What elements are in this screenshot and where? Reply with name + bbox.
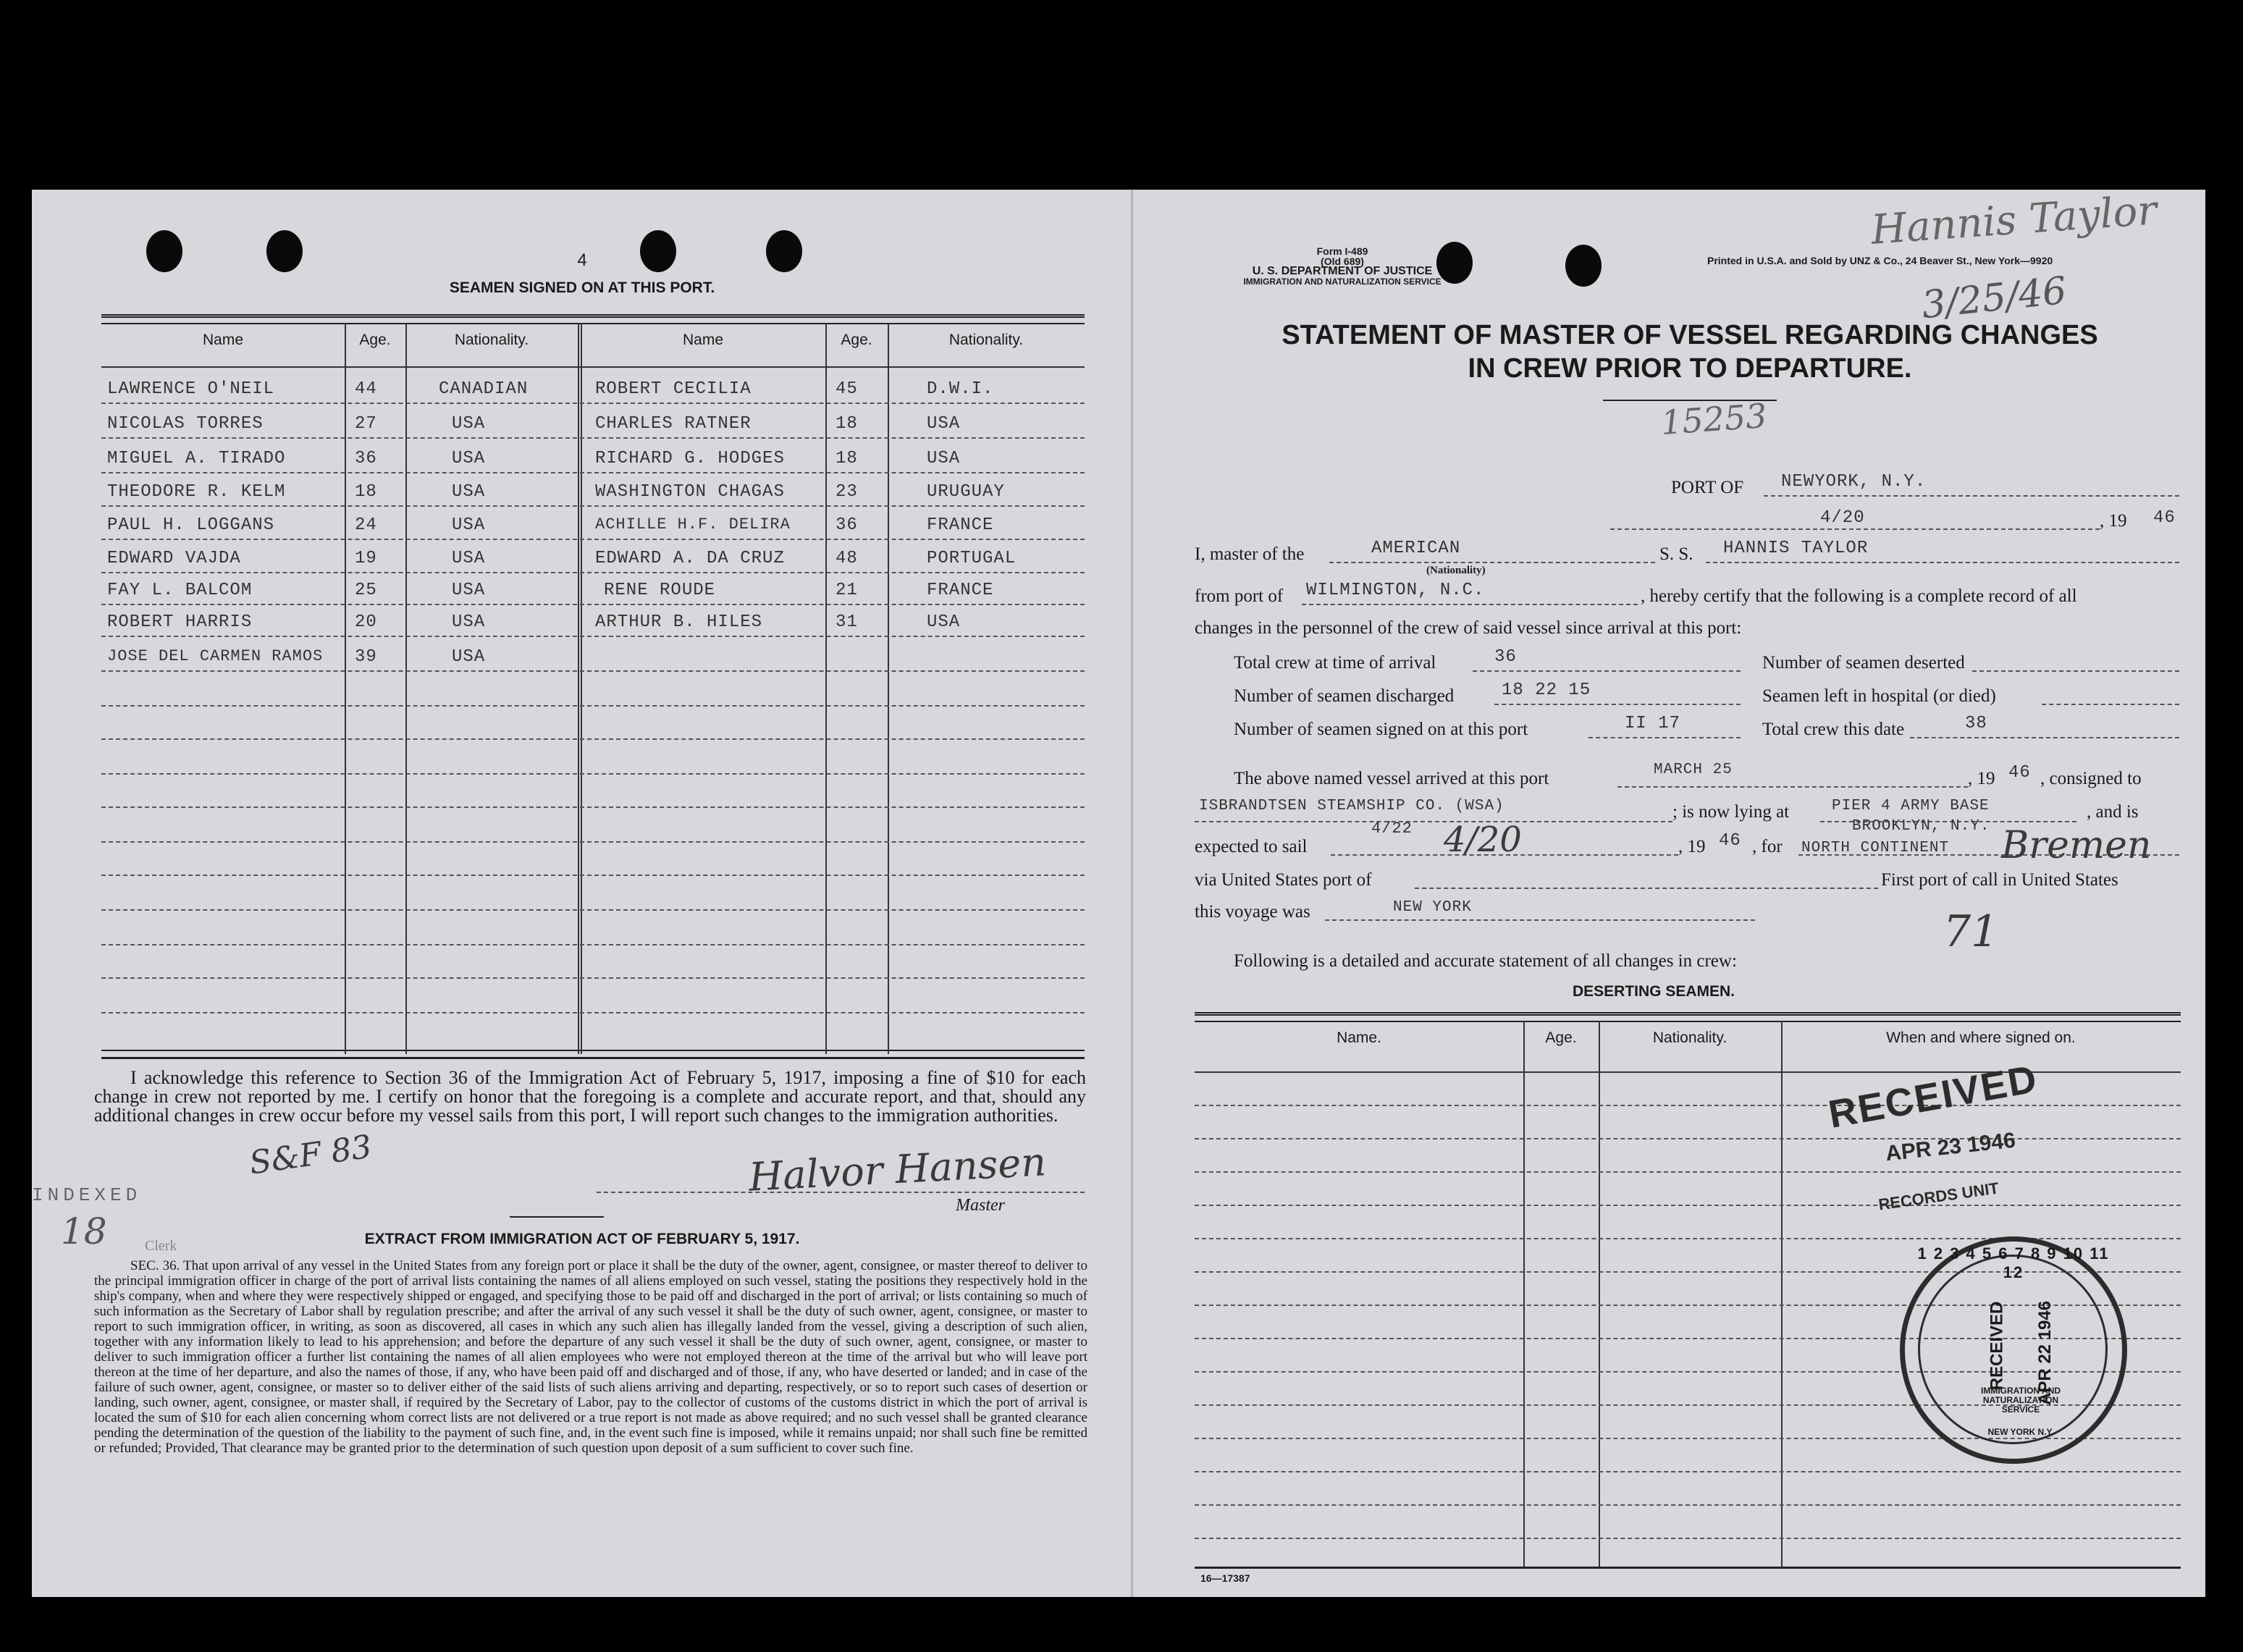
changes-text: changes in the personnel of the crew of said vessel since arrival at this port: bbox=[1195, 618, 1742, 638]
seaman-nationality: USA bbox=[927, 612, 961, 632]
seaman-age: 36 bbox=[355, 449, 377, 468]
seaman-name: NICOLAS TORRES bbox=[107, 414, 264, 434]
margin-number: 18 bbox=[61, 1210, 107, 1252]
document-sheet bbox=[32, 187, 2205, 1597]
year-value: 46 bbox=[2153, 508, 2176, 528]
master-label: Master bbox=[956, 1196, 1005, 1215]
page-number: 4 bbox=[577, 250, 587, 270]
signed-on-label: Number of seamen signed on at this port bbox=[1234, 720, 1528, 739]
voyage-label: this voyage was bbox=[1195, 902, 1310, 922]
seaman-name: JOSE DEL CARMEN RAMOS bbox=[107, 647, 324, 665]
total-crew-date-value: 38 bbox=[1965, 714, 1987, 733]
year-prefix: , 19 bbox=[2100, 511, 2127, 531]
seaman-nationality: URUGUAY bbox=[927, 482, 1005, 502]
des-col-name: Name. bbox=[1337, 1029, 1381, 1046]
received-stamp: RECEIVED bbox=[1825, 1057, 2042, 1137]
certify-text: , hereby certify that the following is a complete record of all bbox=[1641, 586, 2077, 606]
seaman-age: 19 bbox=[355, 549, 377, 568]
lying-value: PIER 4 ARMY BASE bbox=[1832, 798, 1990, 814]
deserting-title: DESERTING SEAMEN. bbox=[1572, 983, 1735, 1000]
handwritten-ship: Hannis Taylor bbox=[1869, 187, 2159, 254]
total-crew-date-label: Total crew this date bbox=[1762, 720, 1905, 739]
round-stamp-city: NEW YORK N.Y. bbox=[1987, 1427, 2054, 1437]
from-port-value: WILMINGTON, N.C. bbox=[1306, 581, 1485, 600]
form-header bbox=[1205, 246, 1480, 287]
seaman-age: 48 bbox=[836, 549, 858, 568]
seaman-name: ROBERT CECILIA bbox=[595, 379, 752, 399]
seaman-name: RENE ROUDE bbox=[604, 581, 716, 600]
total-crew-arrival-label: Total crew at time of arrival bbox=[1234, 653, 1436, 673]
expected-year-label: , 19 bbox=[1678, 837, 1706, 856]
round-date-stamp bbox=[1900, 1236, 2127, 1464]
port-of-label: PORT OF bbox=[1671, 478, 1744, 497]
seaman-nationality: USA bbox=[927, 449, 961, 468]
punch-hole bbox=[640, 230, 676, 272]
seaman-nationality: USA bbox=[452, 414, 486, 434]
seaman-name: ARTHUR B. HILES bbox=[595, 612, 763, 632]
col-header-name: Name bbox=[202, 332, 244, 348]
seaman-age: 27 bbox=[355, 414, 377, 434]
seaman-age: 45 bbox=[836, 379, 858, 399]
seamen-signed-title: SEAMEN SIGNED ON AT THIS PORT. bbox=[449, 279, 715, 296]
seaman-nationality: CANADIAN bbox=[439, 379, 529, 399]
arrived-year-label: , 19 bbox=[1968, 769, 1995, 788]
des-col-age: Age. bbox=[1545, 1029, 1577, 1046]
round-stamp-date: APR 22 1946 bbox=[2035, 1300, 2055, 1405]
department: U. S. DEPARTMENT OF JUSTICE bbox=[1252, 265, 1433, 277]
file-number: 15253 bbox=[1659, 395, 1769, 443]
seaman-age: 18 bbox=[836, 449, 858, 468]
seaman-name: THEODORE R. KELM bbox=[107, 482, 286, 502]
lying-label: ; is now lying at bbox=[1672, 802, 1790, 822]
records-unit-stamp: RECORDS UNIT bbox=[1877, 1179, 2000, 1214]
punch-hole bbox=[266, 230, 303, 272]
punch-hole bbox=[1565, 245, 1602, 287]
col-header-age-2: Age. bbox=[841, 332, 872, 348]
statement-title bbox=[1190, 319, 2189, 385]
seaman-age: 44 bbox=[355, 379, 377, 399]
seaman-nationality: USA bbox=[452, 482, 486, 502]
handwritten-date: 3/25/46 bbox=[1919, 269, 2069, 328]
extract-title: EXTRACT FROM IMMIGRATION ACT OF FEBRUARY 5, 1917. bbox=[364, 1231, 800, 1247]
seaman-age: 31 bbox=[836, 612, 858, 632]
seaman-nationality: USA bbox=[452, 515, 486, 535]
title-line-2: IN CREW PRIOR TO DEPARTURE. bbox=[1468, 353, 1912, 384]
seaman-age: 23 bbox=[836, 482, 858, 502]
nationality-caption: (Nationality) bbox=[1426, 565, 1486, 576]
extract-text: SEC. 36. That upon arrival of any vessel in the United States from any foreign port or place it shall be the duty of the owner, agent, consignee, or master thereof to deliver to the principal immigration officer in charge of the port of arrival lists containing the names of all aliens employed on such vessel, stating the positions they respectively hold in the ship's company, when and where they were respectively shipped or engaged, and specifying those to be paid off and discharged in the port of arrival; or lists containing so much of such information as the Secretary of Labor shall by regulation prescribe; and after the arrival of any such vessel it shall be the duty of such owner, agent, consignee, or master to report to such immigration officer, in writing, as soon as discovered, all cases in which any such alien has illegally landed from the vessel, giving a description of such alien, together with any information likely to lead to his apprehension; and before the departure of any such vessel it shall be the duty of such owner, agent, consignee, or master to deliver to such immigration officer a further list containing the names of all alien employees who were not employed thereon at the time of the arrival but who will leave port thereon at the time of her departure, and also the names of those, if any, who have been paid off and discharged and of those, if any, who have deserted or landed; and in case of the failure of such owner, agent, consignee, or master so to deliver either of the said lists of such aliens arriving and departing, respectively, or so to report such cases of desertion or landing, such owner, agent, consignee, or master shall, if required by the Secretary of Labor, pay to the collector of customs of the customs district in which the port of arrival is located the sum of $10 for each alien concerning whom correct lists are not delivered or a true report is not made as above required; and no such vessel shall be granted clearance pending the determination of the question of the liability to the payment of such fine, and, in the event such fine is imposed, while it remains unpaid; nor shall such fine be remitted or refunded; Provided, That clearance may be granted prior to the determination of such question upon deposit of a sum sufficient to cover such fine. bbox=[94, 1258, 1087, 1456]
lying-value-2: BROOKLYN, N.Y. bbox=[1852, 818, 1990, 835]
punch-hole bbox=[146, 230, 182, 272]
seaman-age: 24 bbox=[355, 515, 377, 535]
and-is-label: , and is bbox=[2087, 802, 2139, 822]
form-number: Form I-489 bbox=[1316, 245, 1368, 257]
punch-hole bbox=[766, 230, 802, 272]
seaman-age: 36 bbox=[836, 515, 858, 535]
seaman-name: MIGUEL A. TIRADO bbox=[107, 449, 286, 468]
consigned-label: , consigned to bbox=[2040, 769, 2142, 788]
seaman-name: WASHINGTON CHAGAS bbox=[595, 482, 785, 502]
col-header-age: Age. bbox=[359, 332, 391, 348]
expected-label: expected to sail bbox=[1195, 837, 1308, 856]
seaman-name: EDWARD A. DA CRUZ bbox=[595, 549, 785, 568]
acknowledgement-text: I acknowledge this reference to Section 36 of the Immigration Act of February 5, 1917, imposing a fine of $10 for each change in crew not reported by me. I certify on honor that the foregoing is a complete and accurate report, and that, should any additional changes in crew occur before my vessel sails from this port, I will report such changes to the immigration authorities. bbox=[94, 1067, 1086, 1126]
seaman-nationality: USA bbox=[452, 549, 486, 568]
margin-initials: S&F 83 bbox=[247, 1128, 374, 1182]
seaman-nationality: FRANCE bbox=[927, 581, 994, 600]
ship-name: HANNIS TAYLOR bbox=[1723, 539, 1869, 558]
form-old: (Old 689) bbox=[1321, 256, 1364, 267]
for-value-hand: Bremen bbox=[2001, 824, 2152, 867]
seaman-nationality: USA bbox=[452, 581, 486, 600]
seaman-name: RICHARD G. HODGES bbox=[595, 449, 785, 468]
footer-code: 16—17387 bbox=[1200, 1572, 1250, 1584]
des-col-signed-on: When and where signed on. bbox=[1886, 1029, 2076, 1046]
signed-on-value: II 17 bbox=[1625, 714, 1681, 733]
via-label: via United States port of bbox=[1195, 870, 1372, 890]
for-label: , for bbox=[1752, 837, 1783, 856]
nationality-value: AMERICAN bbox=[1371, 539, 1461, 558]
seaman-nationality: D.W.I. bbox=[927, 379, 994, 399]
arrived-year-value: 46 bbox=[2008, 763, 2031, 783]
seaman-name: FAY L. BALCOM bbox=[107, 581, 253, 600]
seaman-nationality: FRANCE bbox=[927, 515, 994, 535]
port-of-value: NEWYORK, N.Y. bbox=[1781, 472, 1927, 492]
round-stamp-inner-ring bbox=[1918, 1255, 2108, 1444]
following-text: Following is a detailed and accurate statement of all changes in crew: bbox=[1234, 951, 1737, 971]
col-header-name-2: Name bbox=[682, 332, 724, 348]
des-col-nationality: Nationality. bbox=[1652, 1029, 1728, 1046]
master-signature: Halvor Hansen bbox=[747, 1139, 1048, 1200]
date-value: 4/20 bbox=[1820, 508, 1865, 528]
seaman-name: CHARLES RATNER bbox=[595, 414, 752, 434]
master-of-label: I, master of the bbox=[1195, 544, 1305, 564]
seaman-nationality: USA bbox=[927, 414, 961, 434]
ss-label: S. S. bbox=[1659, 544, 1693, 564]
col-header-nationality-2: Nationality. bbox=[948, 332, 1024, 348]
seaman-age: 18 bbox=[355, 482, 377, 502]
arrived-label: The above named vessel arrived at this port bbox=[1234, 769, 1549, 788]
expected-value-hand: 4/20 bbox=[1444, 819, 1522, 860]
expected-year-value: 46 bbox=[1719, 831, 1741, 851]
margin-clerk: Clerk bbox=[145, 1238, 177, 1254]
seaman-nationality: USA bbox=[452, 449, 486, 468]
hand-mark: 71 bbox=[1943, 906, 1999, 957]
seaman-name: ROBERT HARRIS bbox=[107, 612, 253, 632]
col-header-nationality: Nationality. bbox=[454, 332, 529, 348]
seaman-name: PAUL H. LOGGANS bbox=[107, 515, 275, 535]
seaman-name: EDWARD VAJDA bbox=[107, 549, 241, 568]
title-line-1: STATEMENT OF MASTER OF VESSEL REGARDING CHANGES bbox=[1282, 320, 2098, 350]
seaman-age: 25 bbox=[355, 581, 377, 600]
service: IMMIGRATION AND NATURALIZATION SERVICE bbox=[1243, 277, 1442, 287]
seaman-nationality: USA bbox=[452, 612, 486, 632]
round-stamp-center: RECEIVED bbox=[1987, 1301, 2007, 1391]
for-value: NORTH CONTINENT bbox=[1801, 840, 1950, 856]
seaman-nationality: PORTUGAL bbox=[927, 549, 1017, 568]
seaman-age: 20 bbox=[355, 612, 377, 632]
seaman-name: LAWRENCE O'NEIL bbox=[107, 379, 275, 399]
from-port-label: from port of bbox=[1195, 586, 1284, 606]
seaman-name: ACHILLE H.F. DELIRA bbox=[595, 515, 791, 534]
page-fold bbox=[1131, 190, 1133, 1597]
consignee-value: ISBRANDTSEN STEAMSHIP CO. (WSA) bbox=[1199, 798, 1505, 814]
first-port-label: First port of call in United States bbox=[1881, 870, 2118, 890]
indexed-stamp: INDEXED bbox=[32, 1184, 142, 1206]
printer-line: Printed in U.S.A. and Sold by UNZ & Co., 24 Beaver St., New York—9920 bbox=[1707, 255, 2053, 266]
seaman-age: 18 bbox=[836, 414, 858, 434]
seaman-age: 21 bbox=[836, 581, 858, 600]
expected-value-typed: 4/22 bbox=[1371, 819, 1413, 838]
total-crew-arrival-value: 36 bbox=[1494, 647, 1517, 667]
hospital-label: Seamen left in hospital (or died) bbox=[1762, 686, 1996, 706]
round-stamp-org: IMMIGRATION AND NATURALIZATION SERVICE bbox=[1981, 1386, 2061, 1415]
deserted-label: Number of seamen deserted bbox=[1762, 653, 1965, 673]
seaman-nationality: USA bbox=[452, 647, 486, 667]
round-stamp-digits: 1 2 3 4 5 6 7 8 9 10 11 12 bbox=[1917, 1244, 2110, 1281]
seaman-age: 39 bbox=[355, 647, 377, 667]
arrived-value: MARCH 25 bbox=[1654, 762, 1733, 778]
discharged-label: Number of seamen discharged bbox=[1234, 686, 1455, 706]
voyage-value: NEW YORK bbox=[1393, 899, 1472, 916]
received-stamp-date: APR 23 1946 bbox=[1884, 1128, 2017, 1166]
discharged-value: 18 22 15 bbox=[1502, 680, 1591, 700]
